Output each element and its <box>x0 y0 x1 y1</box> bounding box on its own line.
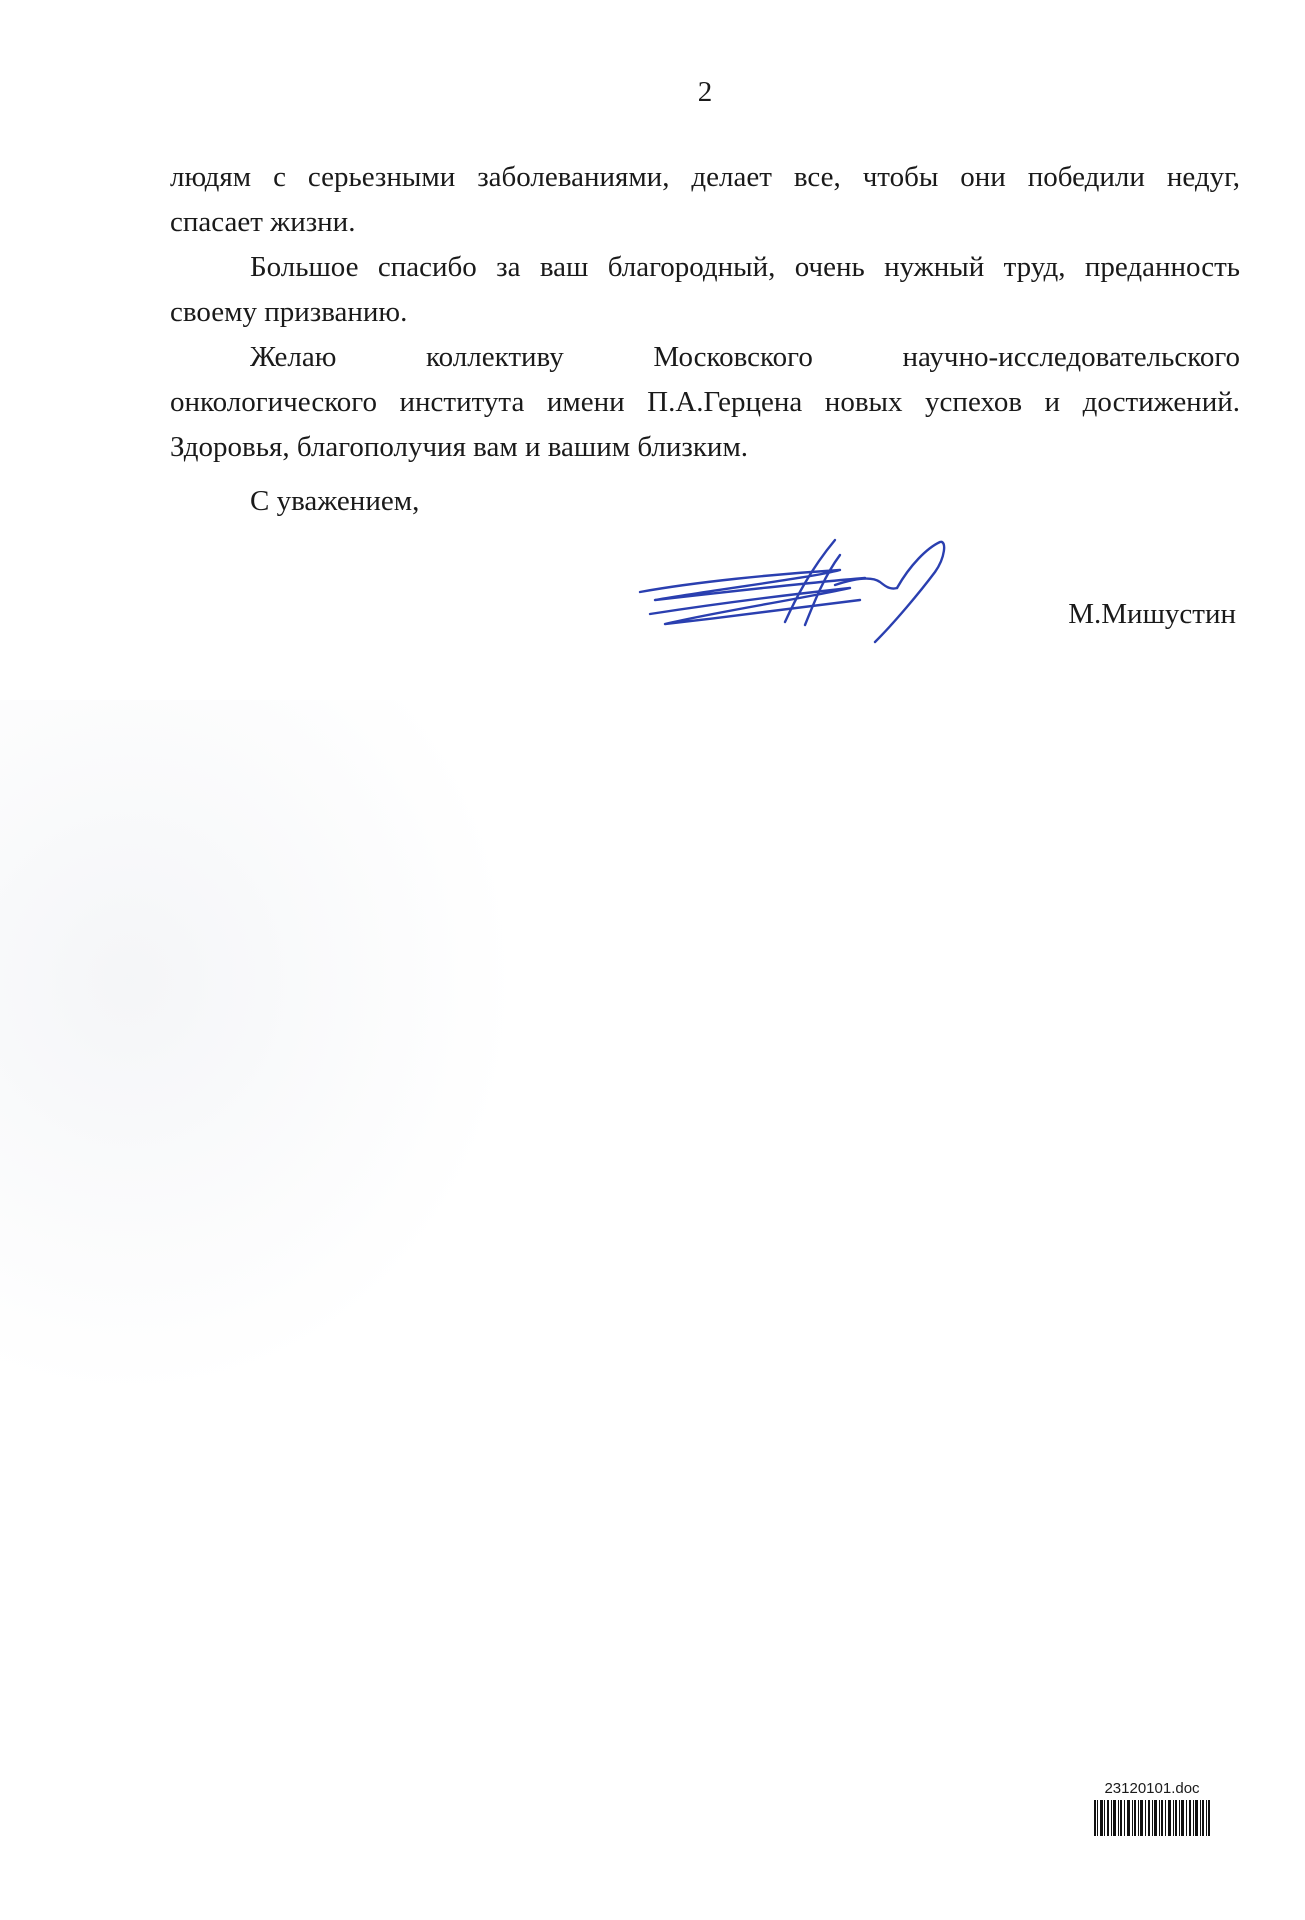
paragraph-3 <box>170 335 1240 380</box>
paragraph-1-line-1: людям с серьезными заболеваниями, делает все, чтобы они победили недуг, <box>170 161 1240 193</box>
paragraph-3-line-2: онкологического института имени П.А.Герцена новых успехов и достижений. <box>170 386 1240 418</box>
barcode <box>1092 1800 1212 1836</box>
paragraph-3-line-1: Желаю коллективу Московского научно-исследовательского <box>250 341 1240 373</box>
handwritten-signature <box>635 530 965 650</box>
closing-greeting: С уважением, <box>250 485 420 517</box>
document-code: 23120101.doc <box>1104 1780 1200 1797</box>
paragraph-3-last-line: Здоровья, благополучия вам и вашим близким. <box>170 431 749 463</box>
paragraph-1 <box>170 155 1240 245</box>
page-number: 2 <box>697 76 713 108</box>
signer-name: М.Мишустин <box>1068 598 1236 630</box>
letter-body <box>170 155 1240 470</box>
paragraph-2-last-line: своему призванию. <box>170 296 408 328</box>
paragraph-3-cont <box>170 380 1240 470</box>
paragraph-2-cont <box>170 290 1240 335</box>
paragraph-2 <box>170 245 1240 290</box>
paragraph-2-line-1: Большое спасибо за ваш благородный, очень нужный труд, преданность <box>250 251 1240 283</box>
paragraph-1-last-line: спасает жизни. <box>170 206 356 238</box>
paper-sheen <box>0 700 520 1400</box>
